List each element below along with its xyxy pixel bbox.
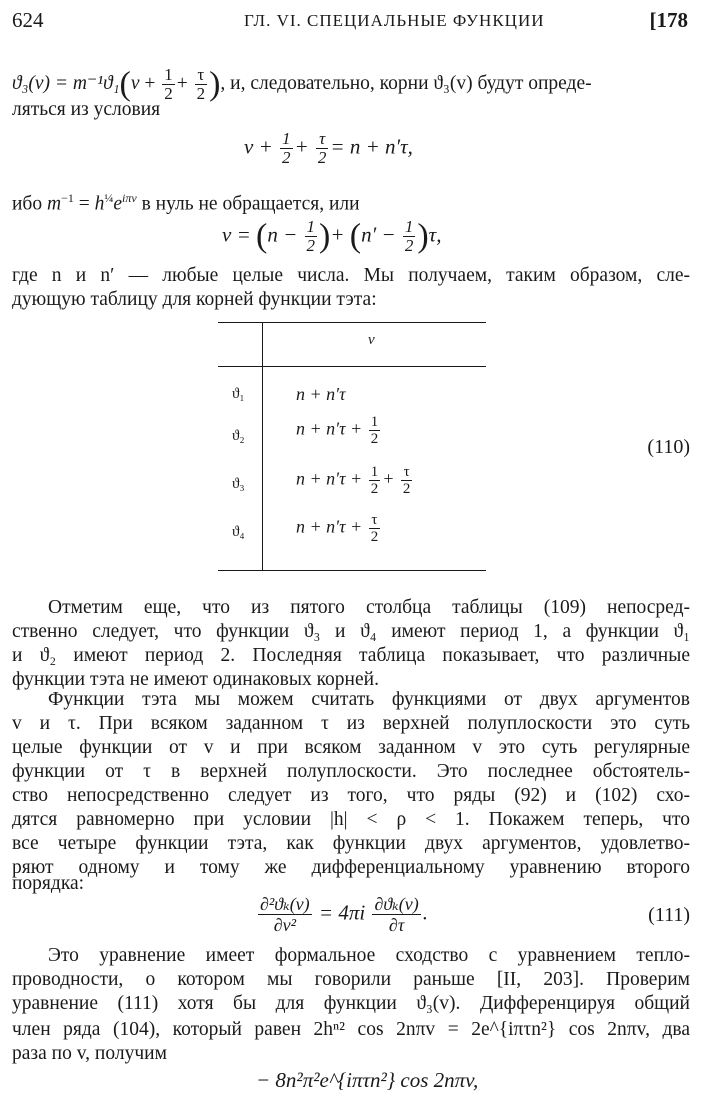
para2-line: Функции тэта мы можем считать функциями от двух аргументов — [48, 689, 690, 710]
eq111-rhs-denominator: ∂τ — [372, 914, 420, 935]
fraction-tau-half: $\frac{\tau}{2}$ — [196, 65, 206, 103]
intro-line-2: ляться из условия — [12, 99, 161, 120]
eq111-rhs-numerator: ∂ϑₖ(v) — [374, 894, 419, 914]
table-bottom-rule — [218, 570, 486, 571]
para1-line: и ϑ₂ имеют период 2. Последняя таблица показывает, что различные — [12, 645, 690, 666]
theta3-definition: ϑ₃(v) = m⁻¹ϑ₁ — [12, 72, 120, 94]
table-row-value-text: n + n′τ + — [296, 516, 363, 537]
para1-line: функции тэта не имеют одинаковых корней. — [12, 669, 379, 690]
table-row-value: n + n′τ — [296, 384, 346, 404]
para2-line: функции от τ в верхней полуплоскости. Это последнее обстоятель- — [12, 761, 690, 782]
table-header-rule — [218, 366, 486, 367]
para3-line: Это уравнение имеет формальное сходство с уравнением тепло- — [48, 945, 690, 966]
root-condition-formula: v + $\frac{1}{2}$ + $\frac{\tau}{2}$ = n + n′τ, — [244, 129, 413, 167]
para2-line: порядка: — [12, 873, 85, 894]
para2-line: целые функции от v и при всяком заданном v это суть регулярные — [12, 737, 690, 758]
theta-roots-table — [218, 318, 486, 570]
chapter-title: ГЛ. VI. СПЕЦИАЛЬНЫЕ ФУНКЦИИ — [244, 11, 545, 30]
roots-solution-tail: τ, — [428, 222, 442, 247]
intro-line-5: дующую таблицу для корней функции тэта: — [12, 289, 377, 310]
para2-line: дятся равномерно при условии |h| < ρ < 1. Покажем теперь, что — [12, 809, 690, 830]
intro-line-3-a: ибо — [12, 193, 43, 215]
para3-line: раза по v, получим — [12, 1043, 167, 1064]
intro-line-4: где n и n′ — любые целые числа. Мы получаем, таким образом, сле- — [12, 265, 690, 286]
page-number: 624 — [12, 8, 44, 32]
table-row-label: ϑ₁ — [232, 386, 245, 402]
roots-solution-lhs: v = — [222, 222, 251, 247]
equation-number-110: (110) — [647, 436, 690, 458]
para2-line: все четыре функции тэта, как функции двух аргументов, удовлетво- — [12, 833, 690, 854]
page-header — [12, 8, 688, 34]
table-column-rule — [262, 322, 263, 570]
intro-line-3-b: в нуль не обращается, или — [141, 193, 360, 215]
para2-line: v и τ. При всяком заданном τ из верхней полуплоскости это суть — [12, 713, 690, 734]
second-derivative-term: − 8n²π²e^{iπτn²} cos 2nπv, — [256, 1068, 479, 1092]
section-number: [178 — [649, 8, 688, 32]
intro-line-1-text: , и, следовательно, корни ϑ₃(v) будут опреде- — [220, 72, 592, 94]
para1-line: ственно следует, что функции ϑ₃ и ϑ₄ имеют период 1, а функции ϑ₁ — [12, 621, 690, 642]
table-row-value-text: n + n′τ + — [296, 468, 363, 489]
table-header-v: v — [368, 332, 375, 348]
eq111-lhs-numerator: ∂²ϑₖ(v) — [260, 894, 310, 914]
table-row-value: n + n′τ + $\frac{1}{2}$ — [296, 414, 379, 447]
table-top-rule — [218, 322, 486, 323]
para3-line: проводности, о котором мы говорили раньше [II, 203]. Проверим — [12, 969, 690, 990]
intro-line-1: ϑ₃(v) = m⁻¹ϑ₁(v + $\frac{1}{2}$ + $\frac{\tau}{2}$ ), и, следовательно, корни ϑ₃(v) будут опреде- — [12, 65, 592, 103]
eq111-middle: = 4πi — [318, 900, 366, 925]
eq111-lhs-denominator: ∂v² — [258, 914, 312, 935]
table-row-value: n + n′τ + $\frac{\tau}{2}$ — [296, 512, 379, 545]
fraction-one-half: $\frac{1}{2}$ — [164, 65, 173, 103]
table-row-label: ϑ₄ — [232, 524, 245, 540]
table-row-value-text: n + n′τ + — [296, 418, 363, 439]
equation-number-111: (111) — [648, 904, 690, 926]
table-row-label: ϑ₃ — [232, 476, 245, 492]
heat-equation-111: $\frac{\text{∂²ϑₖ(v)}}{\text{∂v²}}$ = 4πi $\frac{\text{∂ϑₖ(v)}}{\partial\tau}$ . — [260, 894, 428, 935]
table-row-value: n + n′τ + $\frac{1}{2}$ + $\frac{\tau}{2}$ — [296, 464, 411, 497]
table-row-label: ϑ₂ — [232, 428, 245, 444]
para3-line: уравнение (111) хотя бы для функции ϑ₃(v). Дифференцируя общий — [12, 993, 690, 1014]
para1-line: Отметим еще, что из пятого столбца таблицы (109) непосред- — [48, 597, 690, 618]
para3-line: член ряда (104), который равен 2hⁿ² cos 2nπv = 2e^{iπτn²} cos 2nπv, два — [12, 1019, 690, 1040]
intro-line-3: ибо $m^{-1} = h^{\frac{1}{4}}e^{i\pi v}$ в нуль не обращается, или — [12, 191, 360, 215]
roots-solution-formula: v = (n − $\frac{1}{2}$ )+ (n′ − $\frac{1}{2}$ )τ, — [222, 217, 442, 255]
para2-line: ряют одному и тому же дифференциальному уравнению второго — [12, 857, 690, 878]
para2-line: ство непосредственно следует из того, что ряды (92) и (102) схо- — [12, 785, 690, 806]
root-condition-rhs: = n + n′τ, — [330, 134, 413, 159]
